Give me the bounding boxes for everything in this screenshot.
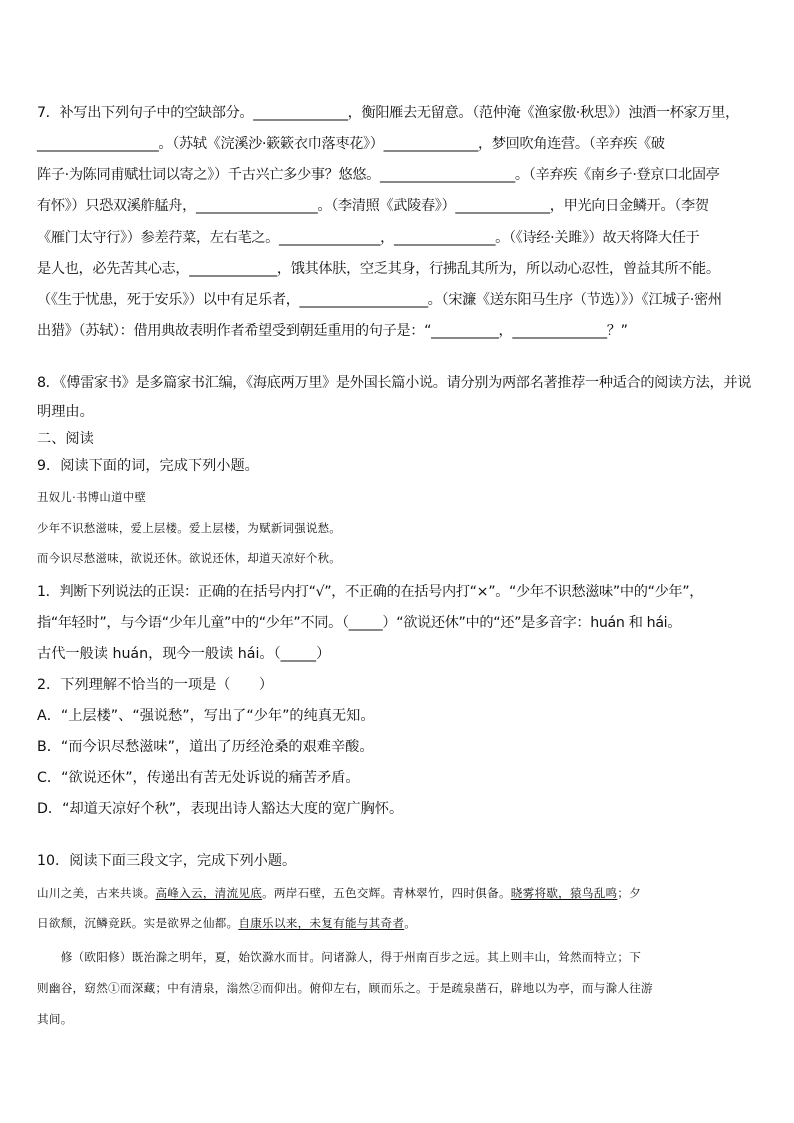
passage2-line-1: 修（欧阳修）既治滁之明年，夏，始饮滁水而甘。问诸滁人，得于州南百步之远。其上则丰山，耸然而特立；下 xyxy=(37,950,642,964)
poem-title: 丑奴儿·书博山道中壁 xyxy=(37,490,147,504)
q9-sub2-stem: 2．下列理解不恰当的一项是（ ） xyxy=(37,677,274,693)
passage1-text: ；夕 xyxy=(617,886,642,900)
underlined-phrase: 自康乐以来，未复有能与其奇者 xyxy=(238,916,405,930)
option-c: C．“欲说还休”，传递出有苦无处诉说的痛苦矛盾。 xyxy=(37,770,360,786)
section-title: 二、阅读 xyxy=(37,431,94,447)
passage1-line-1 xyxy=(37,883,641,903)
option-b: B．“而今识尽愁滋味”，道出了历经沧桑的艰难辛酸。 xyxy=(37,739,374,755)
q7-line-3: 阵子·为陈同甫赋壮词以寄之》）千古兴亡多少事？悠悠。____________________。（辛弃疾《南乡子·登京口北固亭 xyxy=(37,167,720,183)
passage2-line-2: 则幽谷，窈然①而深藏；中有清泉，滃然②而仰出。俯仰左右，顾而乐之。于是疏泉凿石，辟地以为亭，而与滁人往游 xyxy=(37,981,653,995)
q9-prompt: 9．阅读下面的词，完成下列小题。 xyxy=(37,458,259,474)
passage1-text: 山川之美，古来共谈。 xyxy=(37,886,156,900)
q7-line-2: __________________。（苏轼《浣溪沙·簌簌衣巾落枣花》）______________，梦回吹角连营。（辛弃疾《破 xyxy=(37,136,665,152)
q9-sub1-line-1: 1．判断下列说法的正误：正确的在括号内打“√”，不正确的在括号内打“×”。“少年不识愁滋味”中的“少年”， xyxy=(37,584,704,600)
q9-sub1-line-2: 指“年轻时”，与今语“少年儿童”中的“少年”不同。（_____）“欲说还休”中的“还”是多音字：huán 和 hái。 xyxy=(37,615,682,631)
q8-line-1: 8．《傅雷家书》是多篇家书汇编，《海底两万里》是外国长篇小说。请分别为两部名著推荐一种适合的阅读方法，并说 xyxy=(37,375,752,391)
poem-line-1: 少年不识愁滋味，爱上层楼。爱上层楼，为赋新词强说愁。 xyxy=(37,521,341,535)
q10-prompt: 10．阅读下面三段文字，完成下列小题。 xyxy=(37,853,297,869)
q7-line-4: 有怀》）只恐双溪舴艋舟，__________________。（李清照《武陵春》）______________，甲光向日金鳞开。（李贺 xyxy=(37,198,709,214)
passage1-line-2 xyxy=(37,913,416,933)
underlined-phrase: 高峰入云，清流见底 xyxy=(155,886,263,900)
underlined-phrase: 晓雾将歇，猿鸟乱鸣 xyxy=(510,886,618,900)
q7-line-8: 出猎》（苏轼）：借用典故表明作者希望受到朝廷重用的句子是：“__________，______________？” xyxy=(37,323,628,339)
q7-line-5: 《雁门太守行》）参差荇菜，左右芼之。_______________，_______________。（《诗经·关雎》）故天将降大任于 xyxy=(37,230,700,246)
q9-sub1-line-3: 古代一般读 huán，现今一般读 hái。（_____） xyxy=(37,646,331,662)
passage1-text: 。 xyxy=(404,916,417,930)
option-d: D．“却道天凉好个秋”，表现出诗人豁达大度的宽广胸怀。 xyxy=(37,801,404,817)
q7-line-6: 是人也，必先苦其心志，_____________，饿其体肤，空乏其身，行拂乱其所为，所以动心忍性，曾益其所不能。 xyxy=(37,261,720,277)
q8-line-2: 明理由。 xyxy=(37,404,94,420)
option-a: A．“上层楼”、“强说愁”，写出了“少年”的纯真无知。 xyxy=(37,708,375,724)
passage2-line-3: 其间。 xyxy=(37,1012,73,1026)
passage1-text: 日欲颓，沉鳞竞跃。实是欲界之仙都。 xyxy=(37,916,239,930)
poem-line-2: 而今识尽愁滋味，欲说还休。欲说还休，却道天凉好个秋。 xyxy=(37,551,341,565)
q7-line-7: （《生于忧患，死于安乐》）以中有足乐者，___________________。（宋濂《送东阳马生序（节选）》）《江城子·密州 xyxy=(37,292,722,308)
passage1-text: 。两岸石壁，五色交辉。青林翠竹，四时俱备。 xyxy=(262,886,511,900)
q7-line-1: 7．补写出下列句子中的空缺部分。______________，衡阳雁去无留意。（范仲淹《渔家傲·秋思》）浊酒一杯家万里， xyxy=(37,105,739,121)
